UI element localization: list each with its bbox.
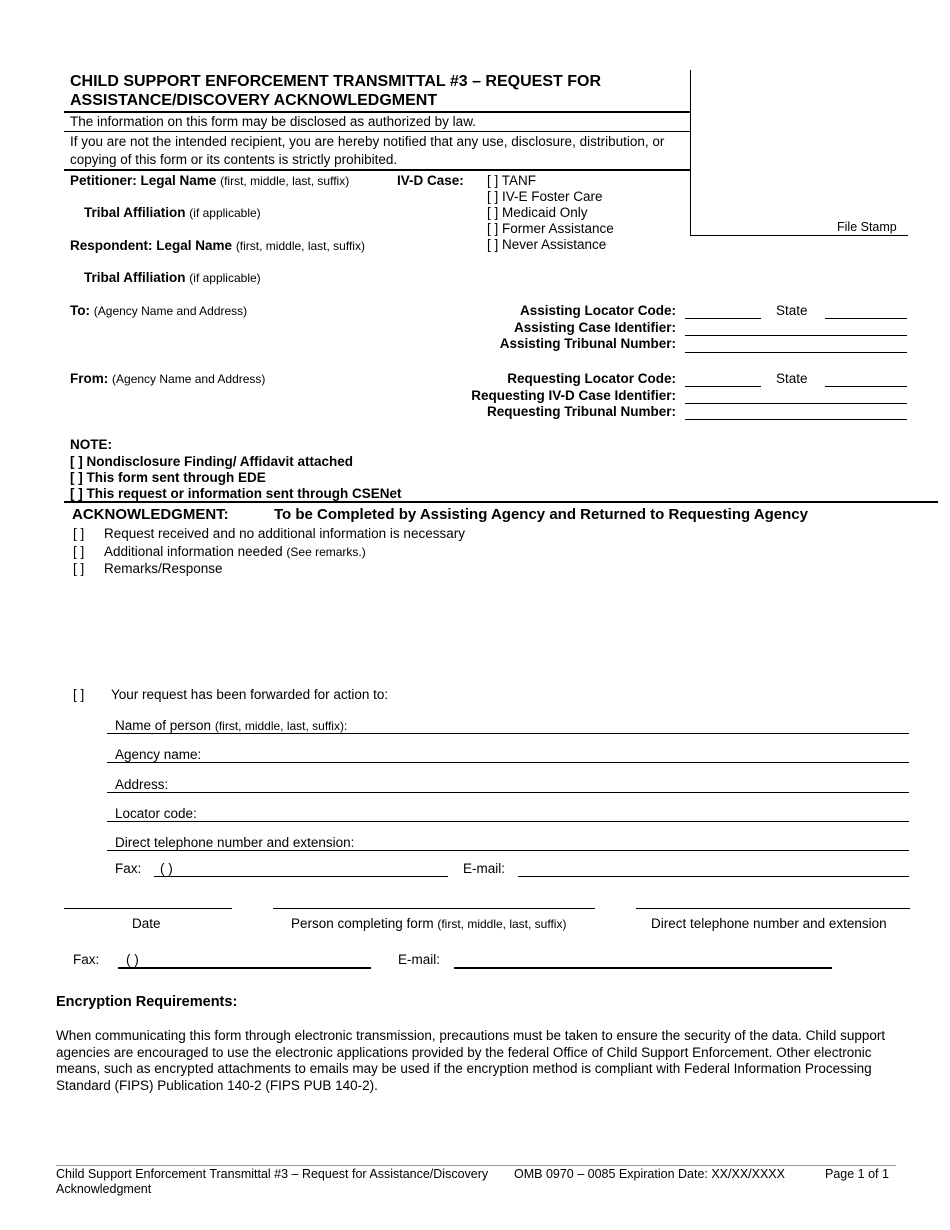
- footer-page: Page 1 of 1: [825, 1167, 889, 1181]
- legal-name-label: Legal Name: [140, 173, 217, 188]
- title-rule: [64, 111, 691, 113]
- divider: [64, 131, 691, 132]
- requesting-tribunal-input[interactable]: [685, 419, 907, 420]
- ivd-option-tanf[interactable]: [ ] TANF: [487, 173, 537, 188]
- sig-email-label: E-mail:: [398, 952, 441, 967]
- sig-fax-input[interactable]: [118, 967, 371, 969]
- date-input[interactable]: [64, 908, 232, 909]
- tribal-hint: (if applicable): [189, 206, 261, 220]
- petitioner-row: [70, 173, 349, 188]
- to-row: [70, 303, 247, 318]
- note-ede[interactable]: [ ] This form sent through EDE: [70, 470, 266, 485]
- section-rule: [64, 501, 938, 503]
- forward-fax-label: Fax:: [115, 861, 142, 876]
- tribal-label: Tribal Affiliation: [84, 270, 186, 285]
- sig-phone-label: Direct telephone number and extension: [651, 916, 887, 931]
- assisting-tribunal-input[interactable]: [685, 352, 907, 353]
- requesting-tribunal-label: Requesting Tribunal Number:: [486, 404, 676, 419]
- requesting-state-input[interactable]: [825, 386, 907, 387]
- forward-name-row: [115, 718, 347, 733]
- ivd-case-label: IV-D Case:: [397, 173, 464, 188]
- forward-name-label: Name of person: [115, 718, 212, 733]
- sig-phone-input[interactable]: [636, 908, 910, 909]
- respondent-row: [70, 238, 365, 253]
- requesting-state-label: State: [776, 371, 808, 386]
- notice-line1: If you are not the intended recipient, you are hereby notified that any use, disclosure, distribution, or: [70, 134, 665, 149]
- date-label: Date: [132, 916, 161, 931]
- forward-name-hint: (first, middle, last, suffix):: [214, 719, 348, 733]
- assisting-state-input[interactable]: [825, 318, 907, 319]
- encryption-body: When communicating this form through electronic transmission, precautions must be taken to ensure the security of the data. Child support agencies are encouraged to use the electronic applications provided by the federal Office of Child Support Enforcement. Other electronic means, such as encrypted attachments to emails may be used if the encryption method is compliant with Federal Information Processing Standard (FIPS) Publication 140-2 (FIPS PUB 140-2).: [56, 1028, 886, 1093]
- forward-checkbox[interactable]: [ ]: [73, 687, 85, 702]
- to-hint: (Agency Name and Address): [93, 304, 248, 318]
- forward-locator-label: Locator code:: [115, 806, 197, 821]
- disclosure-text: The information on this form may be disclosed as authorized by law.: [70, 114, 476, 129]
- requesting-locator-input[interactable]: [685, 386, 761, 387]
- assisting-tribunal-label: Assisting Tribunal Number:: [499, 336, 676, 351]
- assisting-case-input[interactable]: [685, 335, 907, 336]
- forward-phone-input[interactable]: [107, 850, 909, 851]
- form-title-line1: CHILD SUPPORT ENFORCEMENT TRANSMITTAL #3 – REQUEST FOR: [70, 73, 601, 90]
- from-hint: (Agency Name and Address): [112, 372, 266, 386]
- footer-form-name-line1: Child Support Enforcement Transmittal #3 – Request for Assistance/Discovery: [56, 1167, 489, 1181]
- file-stamp-label: File Stamp: [837, 220, 897, 234]
- stamp-box-border: [690, 70, 691, 236]
- forward-phone-label: Direct telephone number and extension:: [115, 835, 355, 850]
- encryption-heading: Encryption Requirements:: [56, 994, 238, 1010]
- petitioner-label: Petitioner:: [70, 173, 137, 188]
- note-nondisclosure[interactable]: [ ] Nondisclosure Finding/ Affidavit attached: [70, 454, 354, 469]
- forward-address-label: Address:: [115, 777, 169, 792]
- ack-additional-text: Additional information needed: [104, 544, 283, 559]
- to-label: To:: [70, 303, 90, 318]
- requesting-case-input[interactable]: [685, 403, 907, 404]
- requesting-case-label: Requesting IV-D Case Identifier:: [471, 388, 676, 403]
- sig-email-input[interactable]: [454, 967, 832, 969]
- tribal-label: Tribal Affiliation: [84, 205, 186, 220]
- forward-email-label: E-mail:: [463, 861, 506, 876]
- ivd-option-never-assistance[interactable]: [ ] Never Assistance: [487, 237, 607, 252]
- forward-fax-input[interactable]: [154, 876, 448, 877]
- ivd-option-former-assistance[interactable]: [ ] Former Assistance: [487, 221, 614, 236]
- petitioner-tribal-row: [84, 205, 261, 220]
- from-label: From:: [70, 371, 109, 386]
- respondent-tribal-row: [84, 270, 261, 285]
- note-label: NOTE:: [70, 437, 112, 452]
- ack-see-remarks: (See remarks.): [286, 545, 366, 559]
- respondent-label: Respondent:: [70, 238, 153, 253]
- legal-name-label: Legal Name: [156, 238, 233, 253]
- forward-agency-input[interactable]: [107, 762, 909, 763]
- ack-remarks-text: Remarks/Response: [104, 561, 223, 576]
- assisting-state-label: State: [776, 303, 808, 318]
- forward-text: Your request has been forwarded for action to:: [111, 687, 389, 702]
- footer-form-name-line2: Acknowledgment: [56, 1182, 152, 1196]
- acknowledgment-label: ACKNOWLEDGMENT:: [72, 506, 229, 523]
- form-title-line2: ASSISTANCE/DISCOVERY ACKNOWLEDGMENT: [70, 92, 438, 109]
- forward-address-input[interactable]: [107, 792, 909, 793]
- forward-fax-paren: ( ): [160, 861, 173, 876]
- assisting-locator-label: Assisting Locator Code:: [519, 303, 676, 318]
- ack-checkbox-received[interactable]: [ ]: [73, 526, 85, 541]
- divider: [64, 169, 691, 171]
- footer-omb: OMB 0970 – 0085 Expiration Date: XX/XX/XXXX: [514, 1167, 785, 1181]
- ivd-option-medicaid[interactable]: [ ] Medicaid Only: [487, 205, 588, 220]
- sig-fax-paren: ( ): [126, 952, 139, 967]
- person-hint: (first, middle, last, suffix): [437, 917, 567, 931]
- person-input[interactable]: [273, 908, 595, 909]
- person-label: Person completing form: [291, 916, 434, 931]
- file-stamp-line: [690, 235, 908, 236]
- notice-line2: copying of this form or its contents is strictly prohibited.: [70, 152, 398, 167]
- forward-email-input[interactable]: [518, 876, 909, 877]
- forward-agency-label: Agency name:: [115, 747, 202, 762]
- acknowledgment-instruction: To be Completed by Assisting Agency and Returned to Requesting Agency: [274, 506, 808, 523]
- ack-received-text: Request received and no additional information is necessary: [104, 526, 465, 541]
- person-row: [291, 916, 566, 931]
- requesting-locator-label: Requesting Locator Code:: [507, 371, 676, 386]
- legal-name-hint: (first, middle, last, suffix): [235, 239, 365, 253]
- from-row: [70, 371, 265, 386]
- forward-name-input[interactable]: [107, 733, 909, 734]
- ack-checkbox-additional[interactable]: [ ]: [73, 544, 85, 559]
- note-csenet[interactable]: [ ] This request or information sent through CSENet: [70, 486, 402, 501]
- ivd-option-foster-care[interactable]: [ ] IV-E Foster Care: [487, 189, 603, 204]
- ack-checkbox-remarks[interactable]: [ ]: [73, 561, 85, 576]
- legal-name-hint: (first, middle, last, suffix): [220, 174, 350, 188]
- ack-additional-row: [104, 544, 366, 559]
- assisting-case-label: Assisting Case Identifier:: [513, 320, 676, 335]
- footer-rule: [56, 1165, 896, 1166]
- sig-fax-label: Fax:: [73, 952, 100, 967]
- tribal-hint: (if applicable): [189, 271, 261, 285]
- forward-locator-input[interactable]: [107, 821, 909, 822]
- assisting-locator-input[interactable]: [685, 318, 761, 319]
